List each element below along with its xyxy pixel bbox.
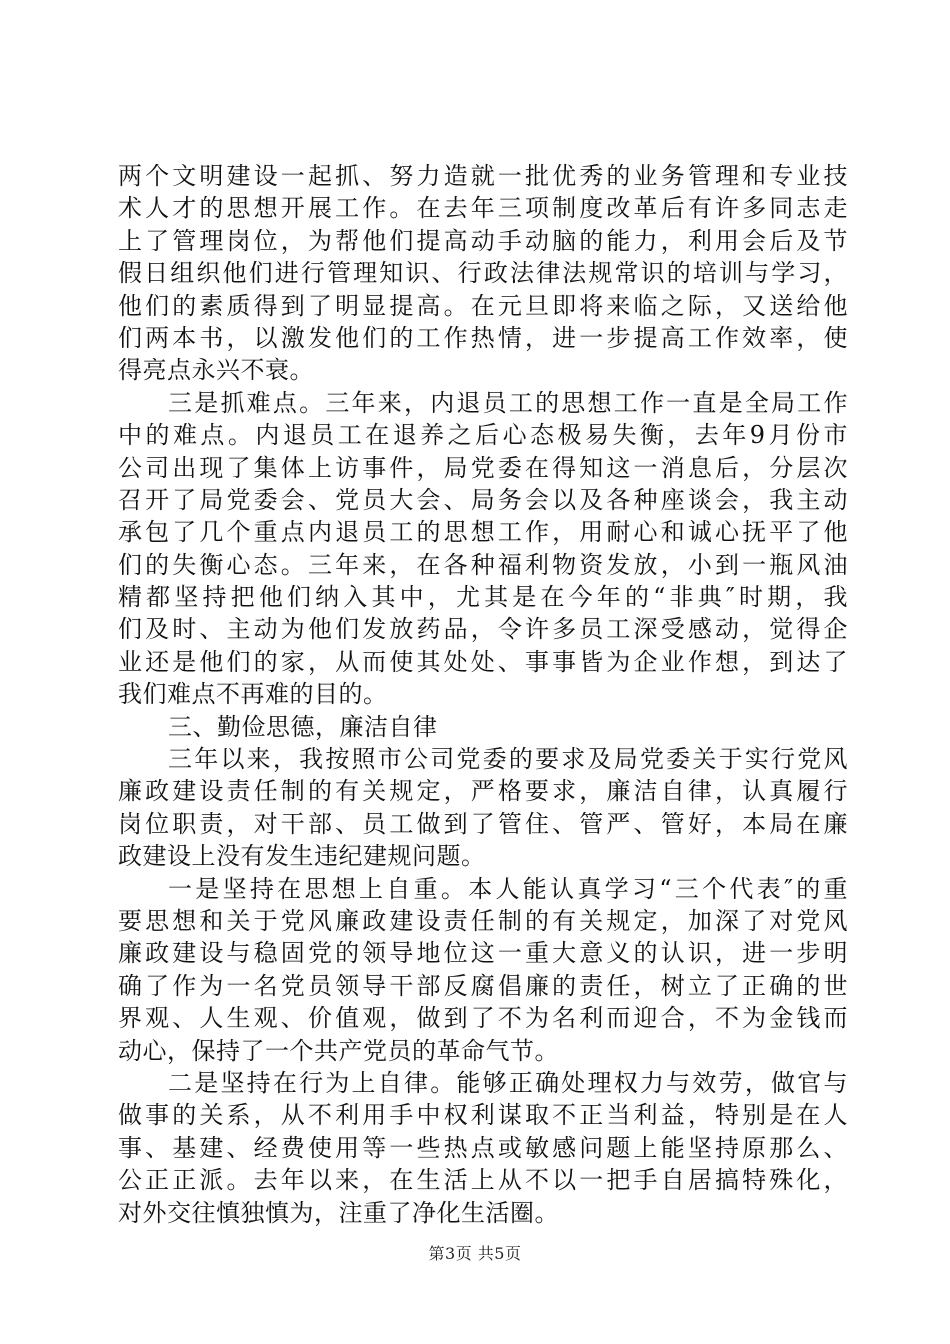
text-line: 廉政建设与稳固党的领导地位这一重大意义的认识，进一步明 bbox=[118, 939, 848, 968]
text-line: 界观、人生观、价值观，做到了不为名利而迎合，不为金钱而 bbox=[118, 1004, 848, 1033]
text-line: 承包了几个重点内退员工的思想工作，用耐心和诚心抚平了他 bbox=[118, 518, 848, 547]
text-line: 岗位职责，对干部、员工做到了管住、管严、管好，本局在廉 bbox=[118, 809, 848, 838]
text-line: 廉政建设责任制的有关规定，严格要求，廉洁自律，认真履行 bbox=[118, 777, 848, 806]
text-line: 们两本书，以激发他们的工作热情，进一步提高工作效率，使 bbox=[118, 323, 848, 352]
text-line: 确了作为一名党员领导干部反腐倡廉的责任，树立了正确的世 bbox=[118, 971, 848, 1000]
page-number-footer: 第3页 共5页 bbox=[428, 1244, 522, 1263]
text-line: 我们难点不再难的目的。 bbox=[118, 680, 388, 709]
text-line: 们的失衡心态。三年来，在各种福利物资发放，小到一瓶风油 bbox=[118, 550, 848, 579]
text-line: 要思想和关于党风廉政建设责任制的有关规定，加深了对党风 bbox=[118, 906, 848, 935]
text-line: 一是坚持在思想上自重。本人能认真学习“三个代表″的重 bbox=[168, 874, 848, 903]
text-line: 精都坚持把他们纳入其中，尤其是在今年的“非典″时期，我 bbox=[118, 583, 848, 612]
text-line: 业还是他们的家，从而使其处处、事事皆为企业作想，到达了 bbox=[118, 647, 848, 676]
text-line: 三年以来，我按照市公司党委的要求及局党委关于实行党风 bbox=[168, 745, 848, 774]
text-line: 上了管理岗位，为帮他们提高动手动脑的能力，利用会后及节 bbox=[118, 226, 848, 255]
text-line: 得亮点永兴不衰。 bbox=[118, 356, 314, 385]
text-line: 假日组织他们进行管理知识、行政法律法规常识的培训与学习， bbox=[118, 259, 848, 288]
text-line: 做事的关系，从不利用手中权利谋取不正当利益，特别是在人 bbox=[118, 1101, 848, 1130]
text-line: 对外交往慎独慎为，注重了净化生活圈。 bbox=[118, 1198, 559, 1227]
section-heading: 三、勤俭思德，廉洁自律 bbox=[168, 712, 438, 741]
text-line: 公正正派。去年以来，在生活上从不以一把手自居搞特殊化， bbox=[118, 1166, 848, 1195]
text-line: 召开了局党委会、党员大会、局务会以及各种座谈会，我主动 bbox=[118, 485, 848, 514]
document-body bbox=[118, 160, 848, 1229]
text-line: 他们的素质得到了明显提高。在元旦即将来临之际，又送给他 bbox=[118, 291, 848, 320]
text-line: 两个文明建设一起抓、努力造就一批优秀的业务管理和专业技 bbox=[118, 162, 848, 190]
text-line: 公司出现了集体上访事件，局党委在得知这一消息后，分层次 bbox=[118, 453, 848, 482]
text-line: 动心，保持了一个共产党员的革命气节。 bbox=[118, 1036, 559, 1065]
text-line: 们及时、主动为他们发放药品，令许多员工深受感动，觉得企 bbox=[118, 615, 848, 644]
text-line: 政建设上没有发生违纪建规问题。 bbox=[118, 842, 486, 871]
text-line: 三是抓难点。三年来，内退员工的思想工作一直是全局工作 bbox=[168, 388, 848, 417]
text-line: 二是坚持在行为上自律。能够正确处理权力与效劳，做官与 bbox=[168, 1068, 848, 1097]
text-line: 事、基建、经费使用等一些热点或敏感问题上能坚持原那么、 bbox=[118, 1133, 848, 1162]
text-line: 中的难点。内退员工在退养之后心态极易失衡，去年9月份市 bbox=[118, 421, 848, 450]
text-line: 术人才的思想开展工作。在去年三项制度改革后有许多同志走 bbox=[118, 194, 848, 223]
